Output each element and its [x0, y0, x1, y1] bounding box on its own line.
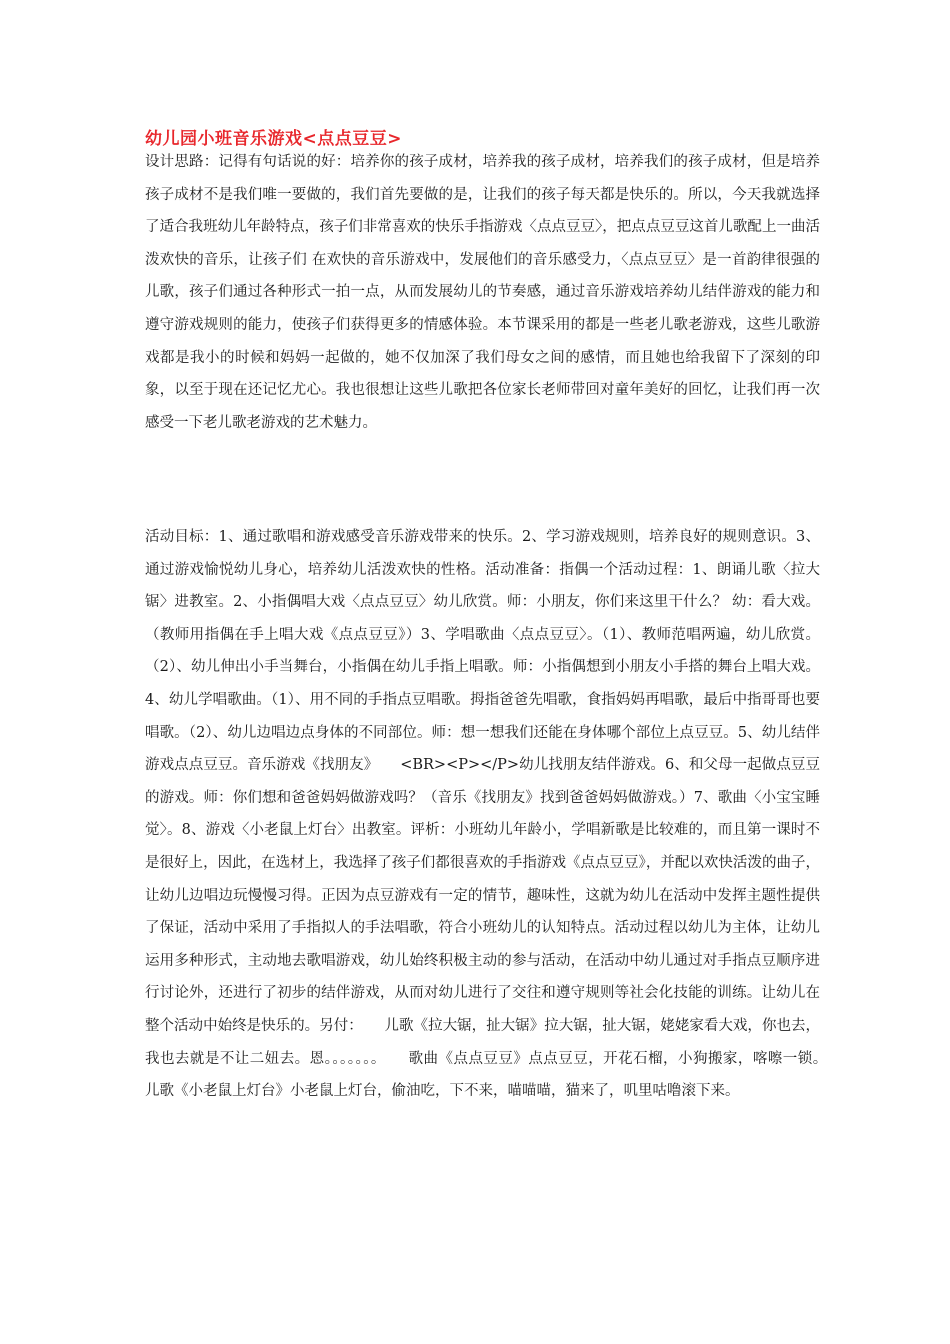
document-title: 幼儿园小班音乐游戏<点点豆豆>	[145, 129, 402, 149]
design-rationale-paragraph: 设计思路：记得有句话说的好：培养你的孩子成材，培养我的孩子成材，培养我们的孩子成材，但是培养孩子成材不是我们唯一要做的，我们首先要做的是，让我们的孩子每天都是快乐的。所以，今天我就选择了适合我班幼儿年龄特点，孩子们非常喜欢的快乐手指游戏〈点点豆豆〉，把点点豆豆这首儿歌配上一曲活泼欢快的音乐，让孩子们 在欢快的音乐游戏中，发展他们的音乐感受力，〈点点豆豆〉是一首韵律很强的儿歌，孩子们通过各种形式一拍一点，从而发展幼儿的节奏感，通过音乐游戏培养幼儿结伴游戏的能力和遵守游戏规则的能力，使孩子们获得更多的情感体验。本节课采用的都是一些老儿歌老游戏，这些儿歌游戏都是我小的时候和妈妈一起做的，她不仅加深了我们母女之间的感情，而且她也给我留下了深刻的印象，以至于现在还记忆尤心。我也很想让这些儿歌把各位家长老师带回对童年美好的回忆，让我们再一次感受一下老儿歌老游戏的艺术魅力。	[145, 154, 820, 431]
activity-description-paragraph: 活动目标：1、通过歌唱和游戏感受音乐游戏带来的快乐。2、学习游戏规则，培养良好的规则意识。3、通过游戏愉悦幼儿身心，培养幼儿活泼欢快的性格。活动准备：指偶一个活动过程：1、朗诵儿歌〈拉大锯〉进教室。2、小指偶唱大戏〈点点豆豆〉幼儿欣赏。师：小朋友，你们来这里干什么？ 幼：看大戏。（教师用指偶在手上唱大戏《点点豆豆》）3、学唱歌曲〈点点豆豆〉。（1）、教师范唱两遍，幼儿欣赏。（2）、幼儿伸出小手当舞台，小指偶在幼儿手指上唱歌。师：小指偶想到小朋友小手搭的舞台上唱大戏。4、幼儿学唱歌曲。（1）、用不同的手指点豆唱歌。拇指爸爸先唱歌，食指妈妈再唱歌，最后中指哥哥也要唱歌。（2）、幼儿边唱边点身体的不同部位。师：想一想我们还能在身体哪个部位上点豆豆。5、幼儿结伴游戏点点豆豆。音乐游戏《找朋友》 <BR><P></P>幼儿找朋友结伴游戏。6、和父母一起做点豆豆的游戏。师：你们想和爸爸妈妈做游戏吗？（音乐《找朋友》找到爸爸妈妈做游戏。）7、歌曲〈小宝宝睡觉〉。8、游戏〈小老鼠上灯台〉出教室。评析：小班幼儿年龄小，学唱新歌是比较难的，而且第一课时不是很好上，因此，在选材上，我选择了孩子们都很喜欢的手指游戏《点点豆豆》，并配以欢快活泼的曲子，让幼儿边唱边玩慢慢习得。正因为点豆游戏有一定的情节，趣味性，这就为幼儿在活动中发挥主题性提供了保证，活动中采用了手指拟人的手法唱歌，符合小班幼儿的认知特点。活动过程以幼儿为主体，让幼儿运用多种形式，主动地去歌唱游戏，幼儿始终积极主动的参与活动，在活动中幼儿通过对手指点豆顺序进行讨论外，还进行了初步的结伴游戏，从而对幼儿进行了交往和遵守规则等社会化技能的训练。让幼儿在整个活动中始终是快乐的。另付： 儿歌《拉大锯，扯大锯》拉大锯，扯大锯，姥姥家看大戏，你也去，我也去就是不让二妞去。恩。。。。。。。 歌曲《点点豆豆》点点豆豆，开花石榴，小狗搬家，喀嚓一锁。 儿歌《小老鼠上灯台》小老鼠上灯台，偷油吃，下不来，喵喵喵，猫来了，叽里咕噜滚下来。	[145, 529, 849, 1100]
